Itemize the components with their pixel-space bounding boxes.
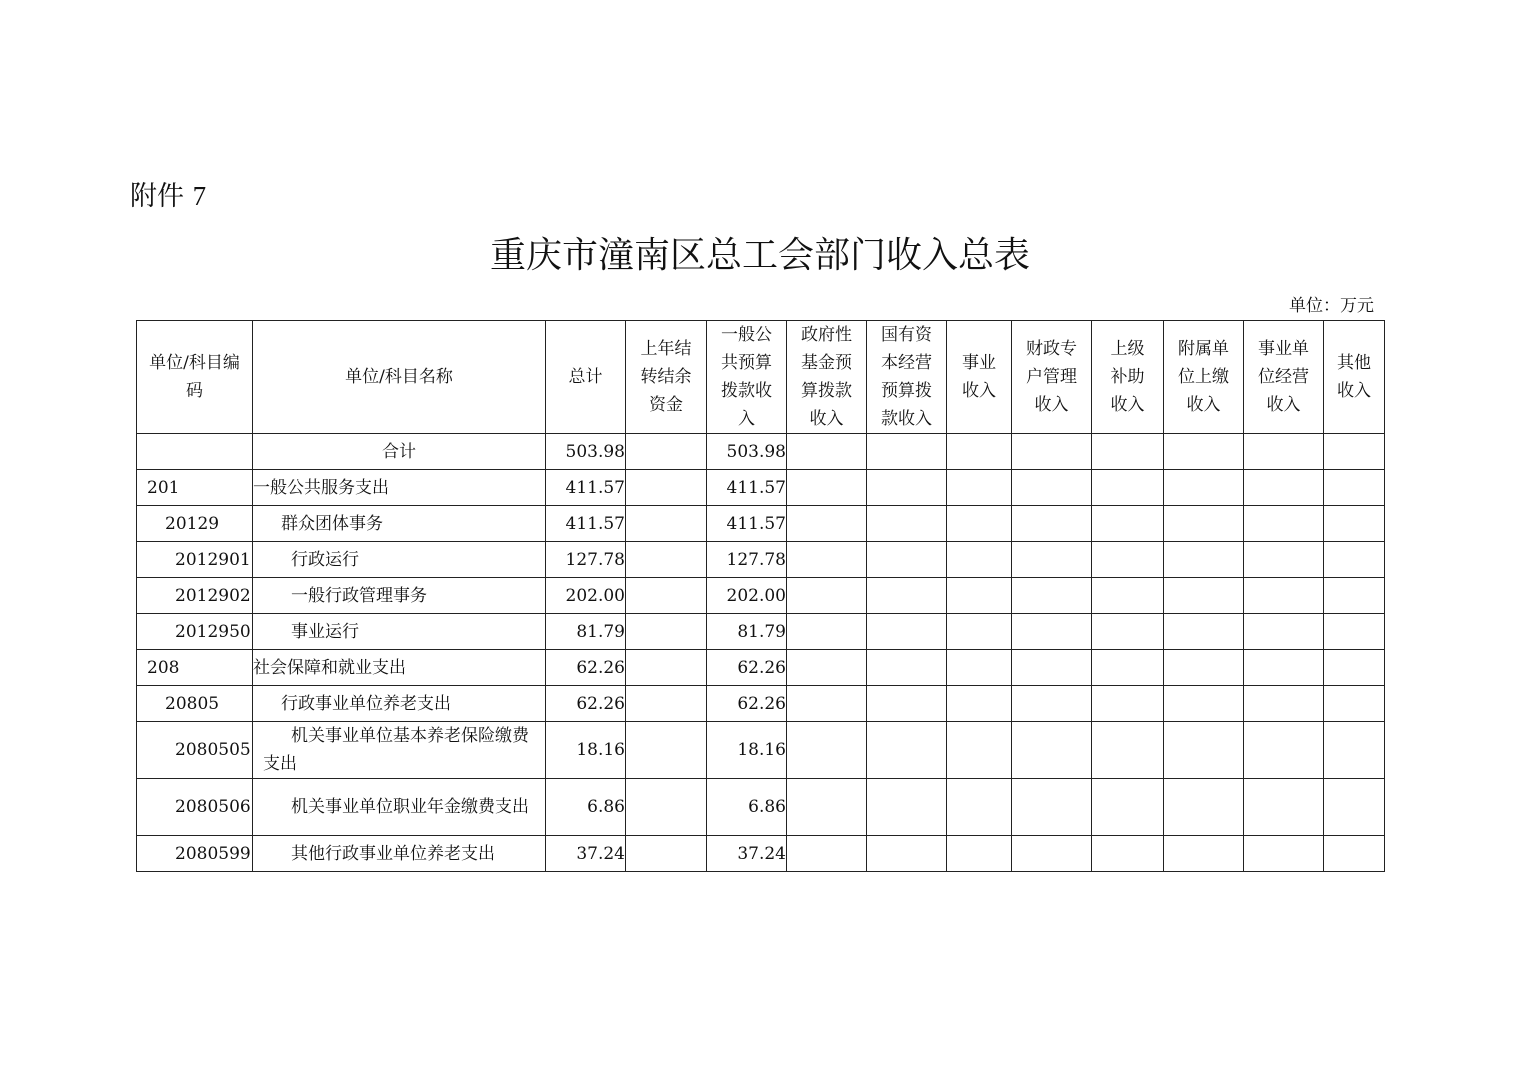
row-code: 2012902 [137,578,253,614]
header-code: 单位/科目编码 [137,321,253,434]
table-row [137,722,1385,779]
empty-cell [947,836,1012,872]
row-total: 202.00 [546,578,626,614]
row-code: 2080599 [137,836,253,872]
attachment-text: 附件 [130,181,184,212]
empty-cell [947,614,1012,650]
row-general-budget: 62.26 [707,686,787,722]
empty-cell [787,686,867,722]
empty-cell [1164,836,1244,872]
empty-cell [1092,779,1164,836]
header-business-income: 事业收入 [947,321,1012,434]
empty-cell [867,686,947,722]
empty-cell [1012,614,1092,650]
empty-cell [787,506,867,542]
row-name: 群众团体事务 [253,506,546,542]
row-name: 社会保障和就业支出 [253,650,546,686]
empty-cell [1012,578,1092,614]
empty-cell [947,779,1012,836]
table-row [137,686,1385,722]
header-other-income: 其他收入 [1324,321,1385,434]
row-general-budget: 62.26 [707,650,787,686]
empty-cell [1164,722,1244,779]
empty-cell [1324,686,1385,722]
empty-cell [947,506,1012,542]
header-operating-income: 事业单位经营收入 [1244,321,1324,434]
empty-cell [947,578,1012,614]
empty-cell [1012,722,1092,779]
empty-cell [1244,470,1324,506]
row-carryover [626,650,707,686]
empty-cell [1244,506,1324,542]
row-name: 行政事业单位养老支出 [253,686,546,722]
unit-label: 单位：万元 [1289,296,1374,316]
empty-cell [787,614,867,650]
row-name: 机关事业单位职业年金缴费支出 [253,779,546,836]
row-total: 411.57 [546,506,626,542]
empty-cell [787,578,867,614]
row-code: 2080505 [137,722,253,779]
table-row [137,836,1385,872]
table-row [137,650,1385,686]
empty-cell [1164,578,1244,614]
empty-cell [867,779,947,836]
empty-cell [867,722,947,779]
empty-cell [1244,686,1324,722]
empty-cell [867,506,947,542]
empty-cell [1164,779,1244,836]
attachment-number: 7 [192,181,207,211]
empty-cell [787,542,867,578]
row-carryover [626,542,707,578]
row-carryover [626,722,707,779]
header-row [137,321,1385,434]
empty-cell [1324,542,1385,578]
row-total: 127.78 [546,542,626,578]
income-table [136,320,1385,872]
empty-cell [947,650,1012,686]
empty-cell [1244,578,1324,614]
row-total: 411.57 [546,470,626,506]
row-total: 503.98 [546,434,626,470]
empty-cell [1092,506,1164,542]
row-general-budget: 503.98 [707,434,787,470]
empty-cell [787,836,867,872]
empty-cell [1092,578,1164,614]
empty-cell [1164,542,1244,578]
row-name: 其他行政事业单位养老支出 [253,836,546,872]
table-row [137,542,1385,578]
empty-cell [1164,506,1244,542]
empty-cell [1092,470,1164,506]
row-name: 行政运行 [253,542,546,578]
header-total: 总计 [546,321,626,434]
empty-cell [867,836,947,872]
row-name: 一般行政管理事务 [253,578,546,614]
empty-cell [1012,542,1092,578]
row-total: 62.26 [546,650,626,686]
empty-cell [1244,722,1324,779]
row-name: 一般公共服务支出 [253,470,546,506]
empty-cell [1012,686,1092,722]
row-code: 20805 [137,686,253,722]
empty-cell [1092,650,1164,686]
table-row [137,470,1385,506]
empty-cell [1092,542,1164,578]
empty-cell [1244,836,1324,872]
empty-cell [1324,578,1385,614]
empty-cell [787,779,867,836]
row-code: 20129 [137,506,253,542]
row-code: 201 [137,470,253,506]
row-carryover [626,506,707,542]
empty-cell [867,542,947,578]
row-carryover [626,470,707,506]
empty-cell [1012,470,1092,506]
header-name: 单位/科目名称 [253,321,546,434]
empty-cell [1324,722,1385,779]
empty-cell [1012,506,1092,542]
empty-cell [787,434,867,470]
row-code: 208 [137,650,253,686]
empty-cell [867,434,947,470]
empty-cell [1092,836,1164,872]
empty-cell [1012,434,1092,470]
header-superior-subsidy: 上级补助收入 [1092,321,1164,434]
empty-cell [1164,650,1244,686]
empty-cell [1012,650,1092,686]
row-carryover [626,779,707,836]
row-name: 事业运行 [253,614,546,650]
header-fiscal-account: 财政专户管理收入 [1012,321,1092,434]
empty-cell [947,722,1012,779]
empty-cell [1324,470,1385,506]
empty-cell [947,686,1012,722]
empty-cell [1244,434,1324,470]
header-general-budget: 一般公共预算拨款收入 [707,321,787,434]
row-code: 2012901 [137,542,253,578]
empty-cell [1324,836,1385,872]
row-carryover [626,434,707,470]
empty-cell [1324,434,1385,470]
empty-cell [1164,614,1244,650]
row-general-budget: 411.57 [707,470,787,506]
attachment-label [130,178,206,215]
table-row [137,578,1385,614]
table-row [137,434,1385,470]
empty-cell [1012,779,1092,836]
empty-cell [1324,614,1385,650]
empty-cell [1092,434,1164,470]
row-general-budget: 37.24 [707,836,787,872]
empty-cell [1244,650,1324,686]
row-total: 81.79 [546,614,626,650]
row-total: 18.16 [546,722,626,779]
row-total: 37.24 [546,836,626,872]
row-code: 2080506 [137,779,253,836]
table-row [137,614,1385,650]
empty-cell [1244,542,1324,578]
empty-cell [1164,686,1244,722]
header-carryover: 上年结转结余资金 [626,321,707,434]
row-carryover [626,686,707,722]
header-subsidiary-payment: 附属单位上缴收入 [1164,321,1244,434]
page-title [0,232,1520,280]
row-code [137,434,253,470]
empty-cell [787,722,867,779]
empty-cell [947,542,1012,578]
row-general-budget: 411.57 [707,506,787,542]
row-total: 6.86 [546,779,626,836]
empty-cell [787,650,867,686]
title-text: 重庆市潼南区总工会部门收入总表 [489,235,1030,276]
row-carryover [626,614,707,650]
row-total: 62.26 [546,686,626,722]
empty-cell [1092,722,1164,779]
row-carryover [626,578,707,614]
row-carryover [626,836,707,872]
empty-cell [1324,650,1385,686]
empty-cell [1244,614,1324,650]
empty-cell [867,470,947,506]
header-gov-fund: 政府性基金预算拨款收入 [787,321,867,434]
table-row [137,779,1385,836]
empty-cell [867,650,947,686]
row-general-budget: 18.16 [707,722,787,779]
empty-cell [947,434,1012,470]
row-general-budget: 81.79 [707,614,787,650]
empty-cell [1324,779,1385,836]
table-row [137,506,1385,542]
row-name: 机关事业单位基本养老保险缴费支出 [253,722,546,779]
row-general-budget: 6.86 [707,779,787,836]
row-general-budget: 127.78 [707,542,787,578]
empty-cell [1164,470,1244,506]
header-state-capital: 国有资本经营预算拨款收入 [867,321,947,434]
row-code: 2012950 [137,614,253,650]
empty-cell [787,470,867,506]
empty-cell [1092,614,1164,650]
empty-cell [867,578,947,614]
row-general-budget: 202.00 [707,578,787,614]
empty-cell [1012,836,1092,872]
empty-cell [1164,434,1244,470]
empty-cell [1244,779,1324,836]
empty-cell [1092,686,1164,722]
empty-cell [867,614,947,650]
empty-cell [947,470,1012,506]
row-name: 合计 [253,434,546,470]
empty-cell [1324,506,1385,542]
